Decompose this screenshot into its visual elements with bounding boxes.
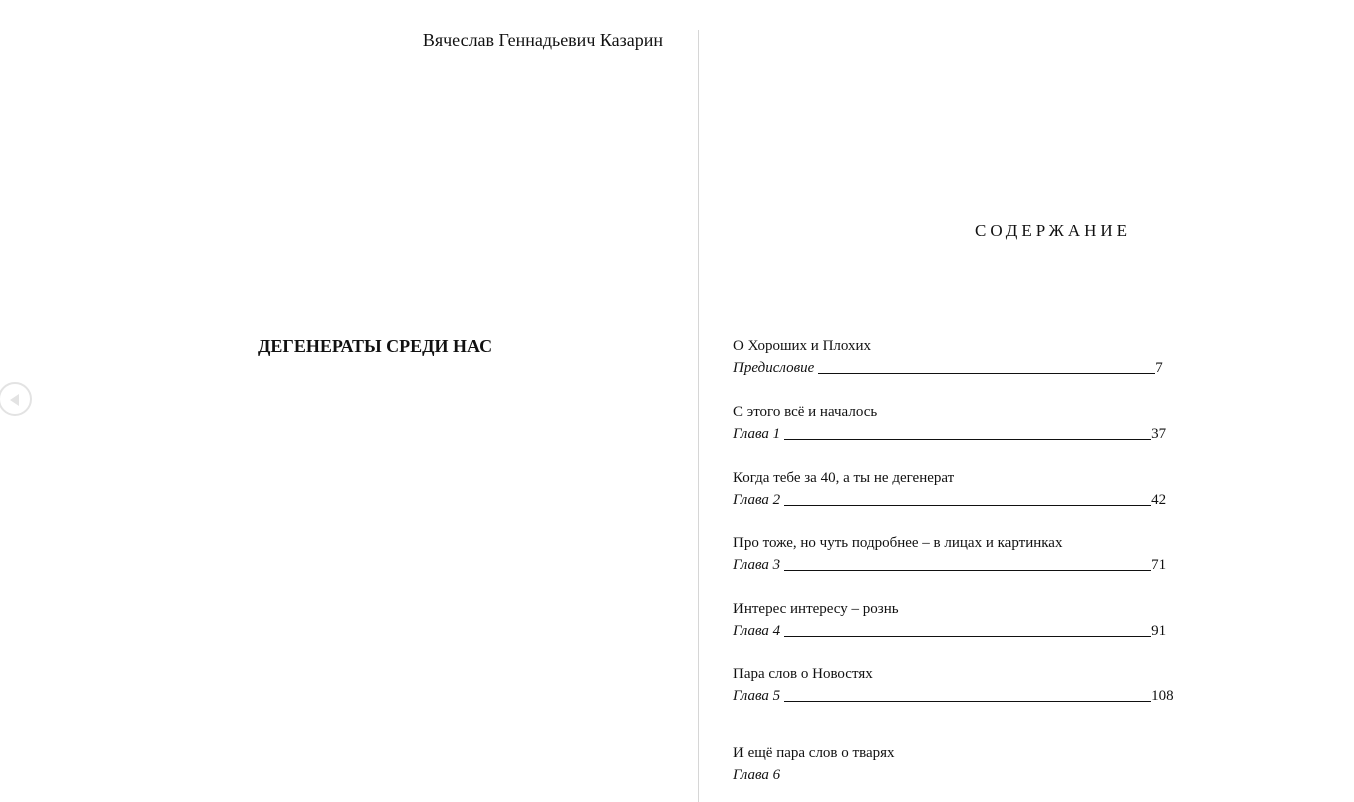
toc-entry-chapter: Глава 5 xyxy=(733,688,781,704)
toc-leader xyxy=(784,570,1151,571)
toc-entry-page: 91 xyxy=(1151,623,1167,639)
toc-entry[interactable] xyxy=(733,663,1193,707)
right-page xyxy=(699,0,1354,802)
chevron-left-icon xyxy=(7,392,23,408)
toc-entry-page: 71 xyxy=(1151,557,1167,573)
toc-entry-title: С этого всё и началось xyxy=(733,404,878,420)
previous-page-button[interactable] xyxy=(0,382,32,416)
toc-entry-chapter: Глава 3 xyxy=(733,557,781,573)
toc-entry-page: 42 xyxy=(1151,492,1167,508)
toc-entry-page: 7 xyxy=(1155,360,1163,376)
toc-leader xyxy=(784,505,1151,506)
author-name: Вячеслав Геннадьевич Казарин xyxy=(422,30,663,50)
toc-heading: СОДЕРЖАНИЕ xyxy=(975,221,1132,240)
toc-entry-chapter: Глава 4 xyxy=(733,623,781,639)
toc-entry[interactable] xyxy=(733,532,1193,576)
toc-leader xyxy=(784,701,1151,702)
toc-entry-page: 37 xyxy=(1151,426,1167,442)
toc-entry-chapter: Глава 6 xyxy=(733,767,781,783)
toc-entry[interactable] xyxy=(733,467,1193,511)
toc-entry-chapter: Глава 2 xyxy=(733,492,781,508)
toc-entry-chapter: Глава 1 xyxy=(733,426,781,442)
toc-entry-line xyxy=(733,357,1193,379)
toc-leader xyxy=(784,439,1151,440)
toc-entry[interactable] xyxy=(733,742,1193,786)
toc-entry-line xyxy=(733,620,1193,642)
toc-entry[interactable] xyxy=(733,335,1193,379)
toc-entry-title: Интерес интересу – рознь xyxy=(733,601,899,617)
toc-entry-title: Про тоже, но чуть подробнее – в лицах и картинках xyxy=(733,535,1063,551)
toc-entry-line xyxy=(733,554,1193,576)
toc-entry-page: 108 xyxy=(1151,688,1174,704)
toc-entry[interactable] xyxy=(733,401,1193,445)
toc-entry-title: Когда тебе за 40, а ты не дегенерат xyxy=(733,470,955,486)
toc-entry-title: Пара слов о Новостях xyxy=(733,666,873,682)
toc-entry-title: И ещё пара слов о тварях xyxy=(733,745,895,761)
toc-leader xyxy=(818,373,1155,374)
toc-entry-title: О Хороших и Плохих xyxy=(733,338,872,354)
toc-entry-line xyxy=(733,423,1193,445)
toc-leader xyxy=(784,636,1151,637)
toc-entry[interactable] xyxy=(733,598,1193,642)
book-title: ДЕГЕНЕРАТЫ СРЕДИ НАС xyxy=(258,336,493,356)
toc-entry-chapter: Предисловие xyxy=(733,360,815,376)
toc-entry-line xyxy=(733,489,1193,511)
toc-entry-line xyxy=(733,764,1193,786)
toc-entry-line xyxy=(733,685,1193,707)
